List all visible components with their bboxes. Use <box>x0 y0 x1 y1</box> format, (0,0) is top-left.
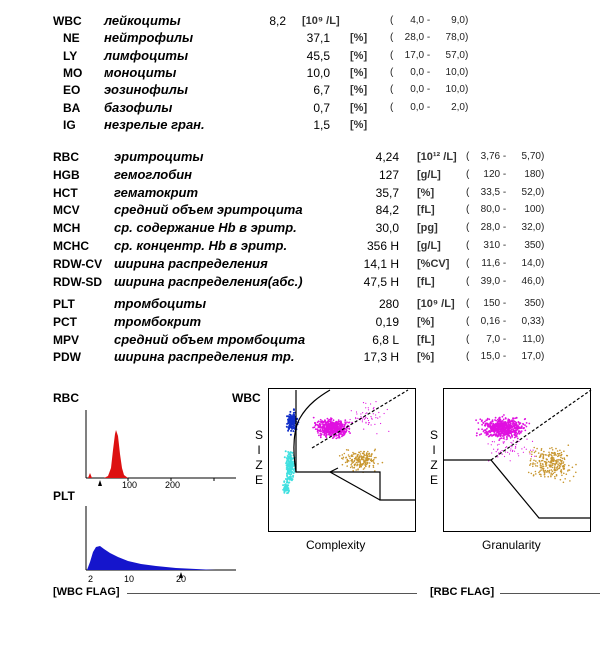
result-code: RDW-CV <box>53 256 103 271</box>
result-unit: [%] <box>350 49 368 62</box>
result-row-hgb <box>0 166 600 184</box>
ref-low: 0,16 <box>480 315 501 327</box>
ref-low: 80,0 <box>480 204 501 216</box>
rbc-tick-100: 100 <box>122 480 138 490</box>
result-value: 47,5 H <box>363 274 399 289</box>
result-reference-range: ( 33,5 - 52,0) <box>466 184 544 202</box>
ref-low: 0,0 <box>410 66 425 78</box>
ref-low: 11,6 <box>481 257 501 269</box>
result-value: 1,5 <box>313 117 330 132</box>
result-unit: [%] <box>350 66 368 79</box>
ref-high: 350 <box>524 298 541 309</box>
result-value: 37,1 <box>306 31 330 46</box>
result-reference-range: ( 3,76 - 5,70) <box>466 148 544 166</box>
result-row-pct <box>0 313 600 331</box>
result-value: 17,3 H <box>363 350 399 365</box>
result-code: MCH <box>53 221 81 236</box>
ref-high: 10,0 <box>445 84 465 96</box>
result-row-eo <box>0 81 600 99</box>
gran-x-axis-label: Granularity <box>482 538 541 552</box>
result-row-ba <box>0 99 600 117</box>
size-letter: I <box>432 443 436 457</box>
ref-high: 57,0 <box>445 49 465 61</box>
ref-high: 14,0 <box>521 257 541 269</box>
size-letter: I <box>257 443 261 457</box>
result-unit: [%] <box>350 84 368 97</box>
result-code: PLT <box>53 297 75 311</box>
result-name: нейтрофилы <box>104 30 194 46</box>
result-row-hct <box>0 184 600 202</box>
result-value: 356 H <box>366 239 399 253</box>
result-code: MO <box>63 65 83 80</box>
result-code: WBC <box>53 14 82 28</box>
result-value: 14,1 H <box>363 256 399 271</box>
result-code: MCV <box>53 203 80 218</box>
result-unit: [10⁹ /L] <box>302 15 340 27</box>
result-unit: [10¹² /L] <box>417 151 457 163</box>
ref-low: 7,0 <box>486 333 501 345</box>
result-code: HGB <box>53 167 80 182</box>
result-value: 6,7 <box>313 83 330 98</box>
ref-low: 33,5 <box>480 186 501 198</box>
result-value: 4,24 <box>375 150 399 164</box>
result-reference-range: ( 28,0 - 32,0) <box>466 219 544 237</box>
result-reference-range: ( 310 - 350) <box>466 237 544 255</box>
result-name: эритроциты <box>114 149 204 164</box>
ref-high: 32,0 <box>521 222 541 234</box>
result-name: средний объем эритроцита <box>114 202 303 218</box>
result-reference-range: ( 0,16 - 0,33) <box>466 313 544 331</box>
result-unit: [%CV] <box>417 257 450 270</box>
result-reference-range: ( 150 - 350) <box>466 295 544 313</box>
rbc-marker-arrow <box>98 480 102 486</box>
result-name: гематокрит <box>114 184 199 200</box>
wbc-scatter-label: WBC <box>232 391 261 405</box>
result-unit: [pg] <box>417 222 438 235</box>
ref-high: 180 <box>524 168 541 180</box>
size-letter: Z <box>255 458 263 472</box>
rbc-histogram-label: RBC <box>53 391 79 405</box>
ref-high: 10,0 <box>445 66 465 78</box>
result-reference-range: ( 4,0 - 9,0) <box>390 12 468 30</box>
result-name: ширина распределения тр. <box>114 349 295 365</box>
gran-size-axis-label <box>429 428 439 488</box>
result-reference-range: ( 80,0 - 100) <box>466 201 544 219</box>
result-name: ср. содержание Hb в эритр. <box>114 220 297 236</box>
ref-low: 0,0 <box>410 84 425 96</box>
result-code: RBC <box>53 150 79 164</box>
result-code: BA <box>63 100 81 115</box>
result-name: гемоглобин <box>114 166 193 182</box>
result-row-mcv <box>0 201 600 219</box>
result-name: лейкоциты <box>104 13 181 28</box>
result-code: IG <box>63 117 76 132</box>
result-row-mpv <box>0 331 600 349</box>
result-name: ширина распределения <box>114 255 268 271</box>
wbc-flag-label: [WBC FLAG] <box>53 586 120 598</box>
result-reference-range: ( 28,0 - 78,0) <box>390 29 468 47</box>
plt-tick-20: 20 <box>176 574 187 584</box>
result-row-plt <box>0 295 600 313</box>
rbc-histogram <box>86 410 236 490</box>
result-reference-range: ( 39,0 - 46,0) <box>466 273 544 291</box>
result-name: моноциты <box>104 64 177 80</box>
result-value: 30,0 <box>375 221 399 236</box>
plt-tick-2: 2 <box>88 574 94 584</box>
result-value: 35,7 <box>375 185 399 200</box>
wbc-x-axis-label: Complexity <box>306 538 366 552</box>
ref-low: 120 <box>483 168 501 180</box>
result-unit: [%] <box>417 315 435 328</box>
ref-low: 28,0 <box>404 32 425 44</box>
ref-high: 2,0 <box>451 101 465 113</box>
rbc-tick-200: 200 <box>165 480 181 490</box>
size-letter: S <box>429 428 438 442</box>
ref-high: 52,0 <box>521 186 541 198</box>
ref-high: 9,0 <box>451 15 465 26</box>
ref-low: 15,0 <box>480 351 501 363</box>
ref-low: 3,76 <box>480 151 501 162</box>
result-code: NE <box>63 31 80 46</box>
result-name: незрелые гран. <box>104 116 205 132</box>
result-row-ig <box>0 116 600 134</box>
size-letter: E <box>429 473 438 487</box>
result-reference-range: ( 7,0 - 11,0) <box>466 331 544 349</box>
result-unit: [g/L] <box>417 168 441 181</box>
result-unit: [fL] <box>417 275 435 288</box>
result-reference-range: ( 120 - 180) <box>466 166 544 184</box>
result-row-rdw-sd <box>0 273 600 291</box>
ref-low: 150 <box>483 298 501 309</box>
result-reference-range: ( 0,0 - 10,0) <box>390 81 468 99</box>
result-row-mchc <box>0 237 600 255</box>
result-unit: [%] <box>417 351 435 364</box>
wbc-size-axis-label <box>254 428 264 488</box>
ref-high: 17,0 <box>521 351 541 363</box>
result-code: LY <box>63 48 78 63</box>
plt-histogram <box>86 506 236 586</box>
rbc-curve <box>104 430 128 478</box>
result-row-wbc <box>0 12 600 30</box>
result-value: 8,2 <box>269 14 286 28</box>
result-value: 10,0 <box>306 65 330 80</box>
ref-low: 17,0 <box>404 49 425 61</box>
result-unit: [%] <box>417 186 435 199</box>
size-letter: Z <box>430 458 438 472</box>
plt-histogram-label: PLT <box>53 489 75 503</box>
result-code: EO <box>63 83 81 98</box>
result-row-mo <box>0 64 600 82</box>
result-unit: [%] <box>350 32 368 45</box>
result-value: 0,19 <box>375 314 399 329</box>
result-name: лимфоциты <box>104 47 189 63</box>
result-reference-range: ( 0,0 - 10,0) <box>390 64 468 82</box>
result-value: 0,7 <box>313 100 330 115</box>
result-unit: [%] <box>350 101 368 114</box>
result-row-rbc <box>0 148 600 166</box>
result-row-ly <box>0 47 600 65</box>
ref-low: 0,0 <box>410 101 425 113</box>
result-code: RDW-SD <box>53 274 103 289</box>
ref-low: 39,0 <box>480 275 501 287</box>
ref-low: 4,0 <box>410 15 425 26</box>
ref-low: 28,0 <box>480 222 501 234</box>
plt-curve <box>87 546 216 570</box>
ref-high: 5,70 <box>521 151 541 162</box>
result-value: 84,2 <box>375 203 399 218</box>
result-row-mch <box>0 219 600 237</box>
result-value: 280 <box>378 297 399 311</box>
result-value: 45,5 <box>306 48 330 63</box>
rbc-flag-label: [RBC FLAG] <box>430 586 495 598</box>
result-name: ширина распределения(абс.) <box>114 273 303 289</box>
result-reference-range: ( 0,0 - 2,0) <box>390 99 468 117</box>
result-name: базофилы <box>104 99 173 115</box>
ref-high: 11,0 <box>522 333 541 345</box>
result-unit: [10⁹ /L] <box>417 298 455 310</box>
ref-high: 100 <box>524 204 541 216</box>
ref-high: 0,33 <box>521 315 541 327</box>
result-code: HCT <box>53 185 78 200</box>
rbc-small-peak <box>88 473 92 478</box>
result-name: ср. концентр. Hb в эритр. <box>114 238 288 253</box>
size-letter: S <box>254 428 263 442</box>
wbc-scatter-plot <box>268 388 416 532</box>
ref-high: 78,0 <box>445 32 465 44</box>
result-name: тромбокрит <box>114 313 202 329</box>
result-name: тромбоциты <box>114 296 207 311</box>
result-unit: [%] <box>350 118 368 131</box>
result-reference-range: ( 17,0 - 57,0) <box>390 47 468 65</box>
plt-tick-10: 10 <box>124 574 135 584</box>
result-unit: [fL] <box>417 204 435 217</box>
ref-high: 350 <box>524 240 541 251</box>
result-reference-range: ( 15,0 - 17,0) <box>466 348 544 366</box>
result-unit: [g/L] <box>417 240 441 252</box>
result-value: 6,8 L <box>372 332 399 347</box>
result-unit: [fL] <box>417 333 435 346</box>
result-row-ne <box>0 29 600 47</box>
rbc-flag-line <box>500 593 600 594</box>
result-code: MCHC <box>53 239 89 253</box>
result-row-rdw-cv <box>0 255 600 273</box>
ref-low: 310 <box>483 240 501 251</box>
result-code: PCT <box>53 314 77 329</box>
result-code: MPV <box>53 332 80 347</box>
wbc-flag-line <box>127 593 417 594</box>
result-code: PDW <box>53 350 81 365</box>
result-row-pdw <box>0 348 600 366</box>
size-letter: E <box>254 473 263 487</box>
result-name: эозинофилы <box>104 82 188 98</box>
result-reference-range: ( 11,6 - 14,0) <box>466 255 544 273</box>
granularity-scatter-plot <box>443 388 591 532</box>
ref-high: 46,0 <box>521 275 541 287</box>
result-value: 127 <box>378 167 399 182</box>
result-name: средний объем тромбоцита <box>114 331 306 347</box>
